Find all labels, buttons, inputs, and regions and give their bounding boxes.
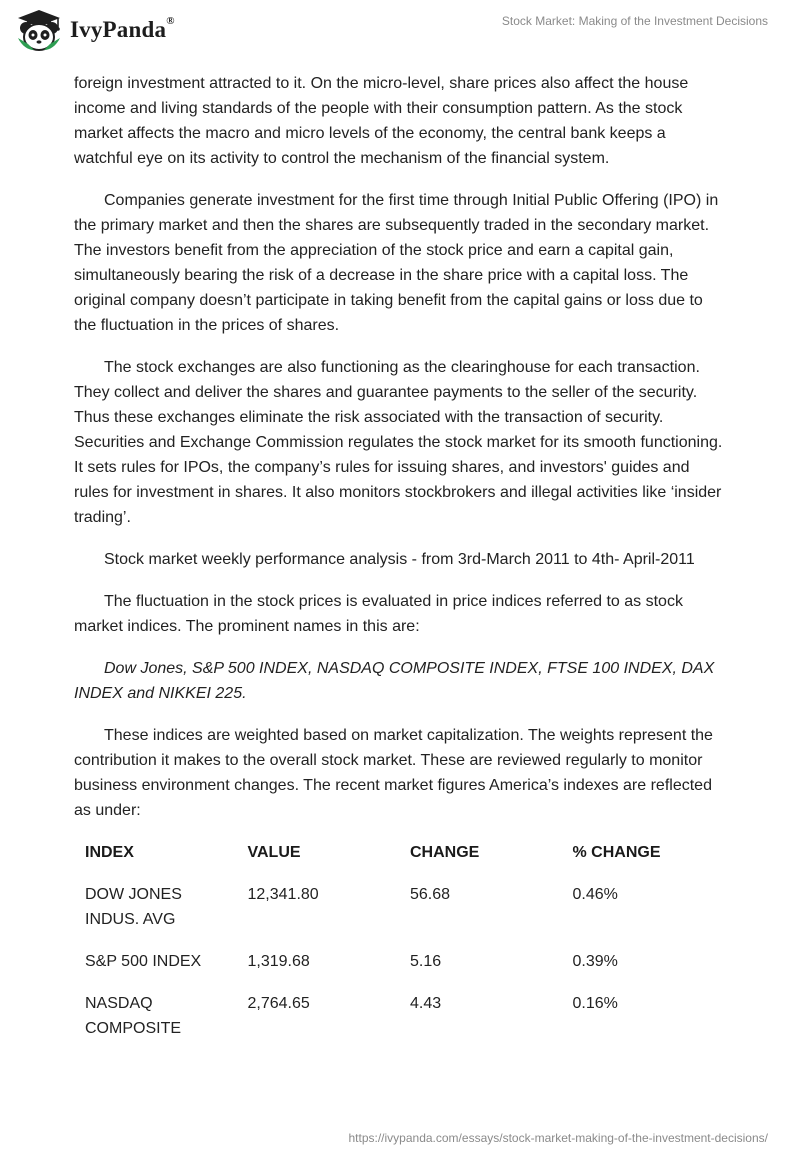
source-url[interactable]: https://ivypanda.com/essays/stock-market-making-of-the-investment-decisions/ (348, 1131, 768, 1145)
table-cell: 0.16% (572, 995, 618, 1012)
table-cell: 4.43 (410, 995, 442, 1012)
table-cell: 1,319.68 (247, 953, 310, 970)
panda-mascot-icon (14, 8, 64, 52)
column-header: VALUE (247, 844, 301, 861)
table-cell: 0.39% (572, 953, 618, 970)
table-cell: 0.46% (572, 886, 618, 903)
column-header: INDEX (85, 844, 134, 861)
paragraph-7: These indices are weighted based on market capitalization. The weights represent the contribution it makes to the overall stock market. These are reviewed regularly to monitor business environment changes. The recent market figures America’s indexes are reflected as under: (74, 727, 713, 819)
brand-name (70, 17, 175, 43)
table-cell: 12,341.80 (247, 886, 319, 903)
paragraph-3: The stock exchanges are also functioning as the clearinghouse for each transaction. They collect and deliver the shares and guarantee payments to the seller of the security. Thus these exchanges eliminate the risk associated with the transaction of security. Securities and Exchange Commission regulates the stock market for its smooth functioning. It sets rules for IPOs, the company’s rules for issuing shares, and investors' guides and rules for investment in shares. It also monitors stockbrokers and illegal activities like ‘insider trading’. (74, 359, 723, 526)
essay-body (74, 71, 726, 1058)
page-header (0, 0, 800, 70)
column-header: % CHANGE (572, 844, 661, 861)
paragraph-4: Stock market weekly performance analysis - from 3rd-March 2011 to 4th- April-2011 (104, 551, 695, 568)
table-row (74, 991, 724, 1058)
paragraph-5: The fluctuation in the stock prices is evaluated in price indices referred to as stock market indices. The prominent names in this are: (74, 593, 683, 635)
ivypanda-logo[interactable] (14, 8, 175, 52)
document-title: Stock Market: Making of the Investment Decisions (501, 14, 768, 28)
table-cell: 2,764.65 (247, 995, 310, 1012)
table-row (74, 882, 724, 949)
index-table (74, 840, 724, 1058)
index-list-paragraph: Dow Jones, S&P 500 INDEX, NASDAQ COMPOSITE INDEX, FTSE 100 INDEX, DAX INDEX and NIKKEI 225. (74, 660, 715, 702)
table-cell: 5.16 (410, 953, 442, 970)
table-header-row (74, 840, 724, 882)
table-cell: S&P 500 INDEX (85, 953, 202, 970)
table-cell: NASDAQ COMPOSITE (85, 995, 182, 1037)
table-cell: DOW JONES INDUS. AVG (85, 886, 182, 928)
paragraph-1: foreign investment attracted to it. On the micro-level, share prices also affect the house income and living standards of the people with their consumption pattern. As the stock market affects the macro and micro levels of the economy, the central bank keeps a watchful eye on its activity to control the mechanism of the financial system. (74, 75, 689, 167)
registered-mark: ® (166, 15, 175, 28)
paragraph-2: Companies generate investment for the first time through Initial Public Offering (IPO) in the primary market and then the shares are subsequently traded in the secondary market. The investors benefit from the appreciation of the stock price and earn a capital gain, simultaneously bearing the risk of a decrease in the share price with a capital loss. The original company doesn’t participate in taking benefit from the capital gains or loss due to the fluctuation in the prices of shares. (74, 192, 719, 334)
table-cell: 56.68 (410, 886, 451, 903)
table-row (74, 949, 724, 991)
brand-text: IvyPanda (70, 17, 167, 42)
column-header: CHANGE (410, 844, 480, 861)
